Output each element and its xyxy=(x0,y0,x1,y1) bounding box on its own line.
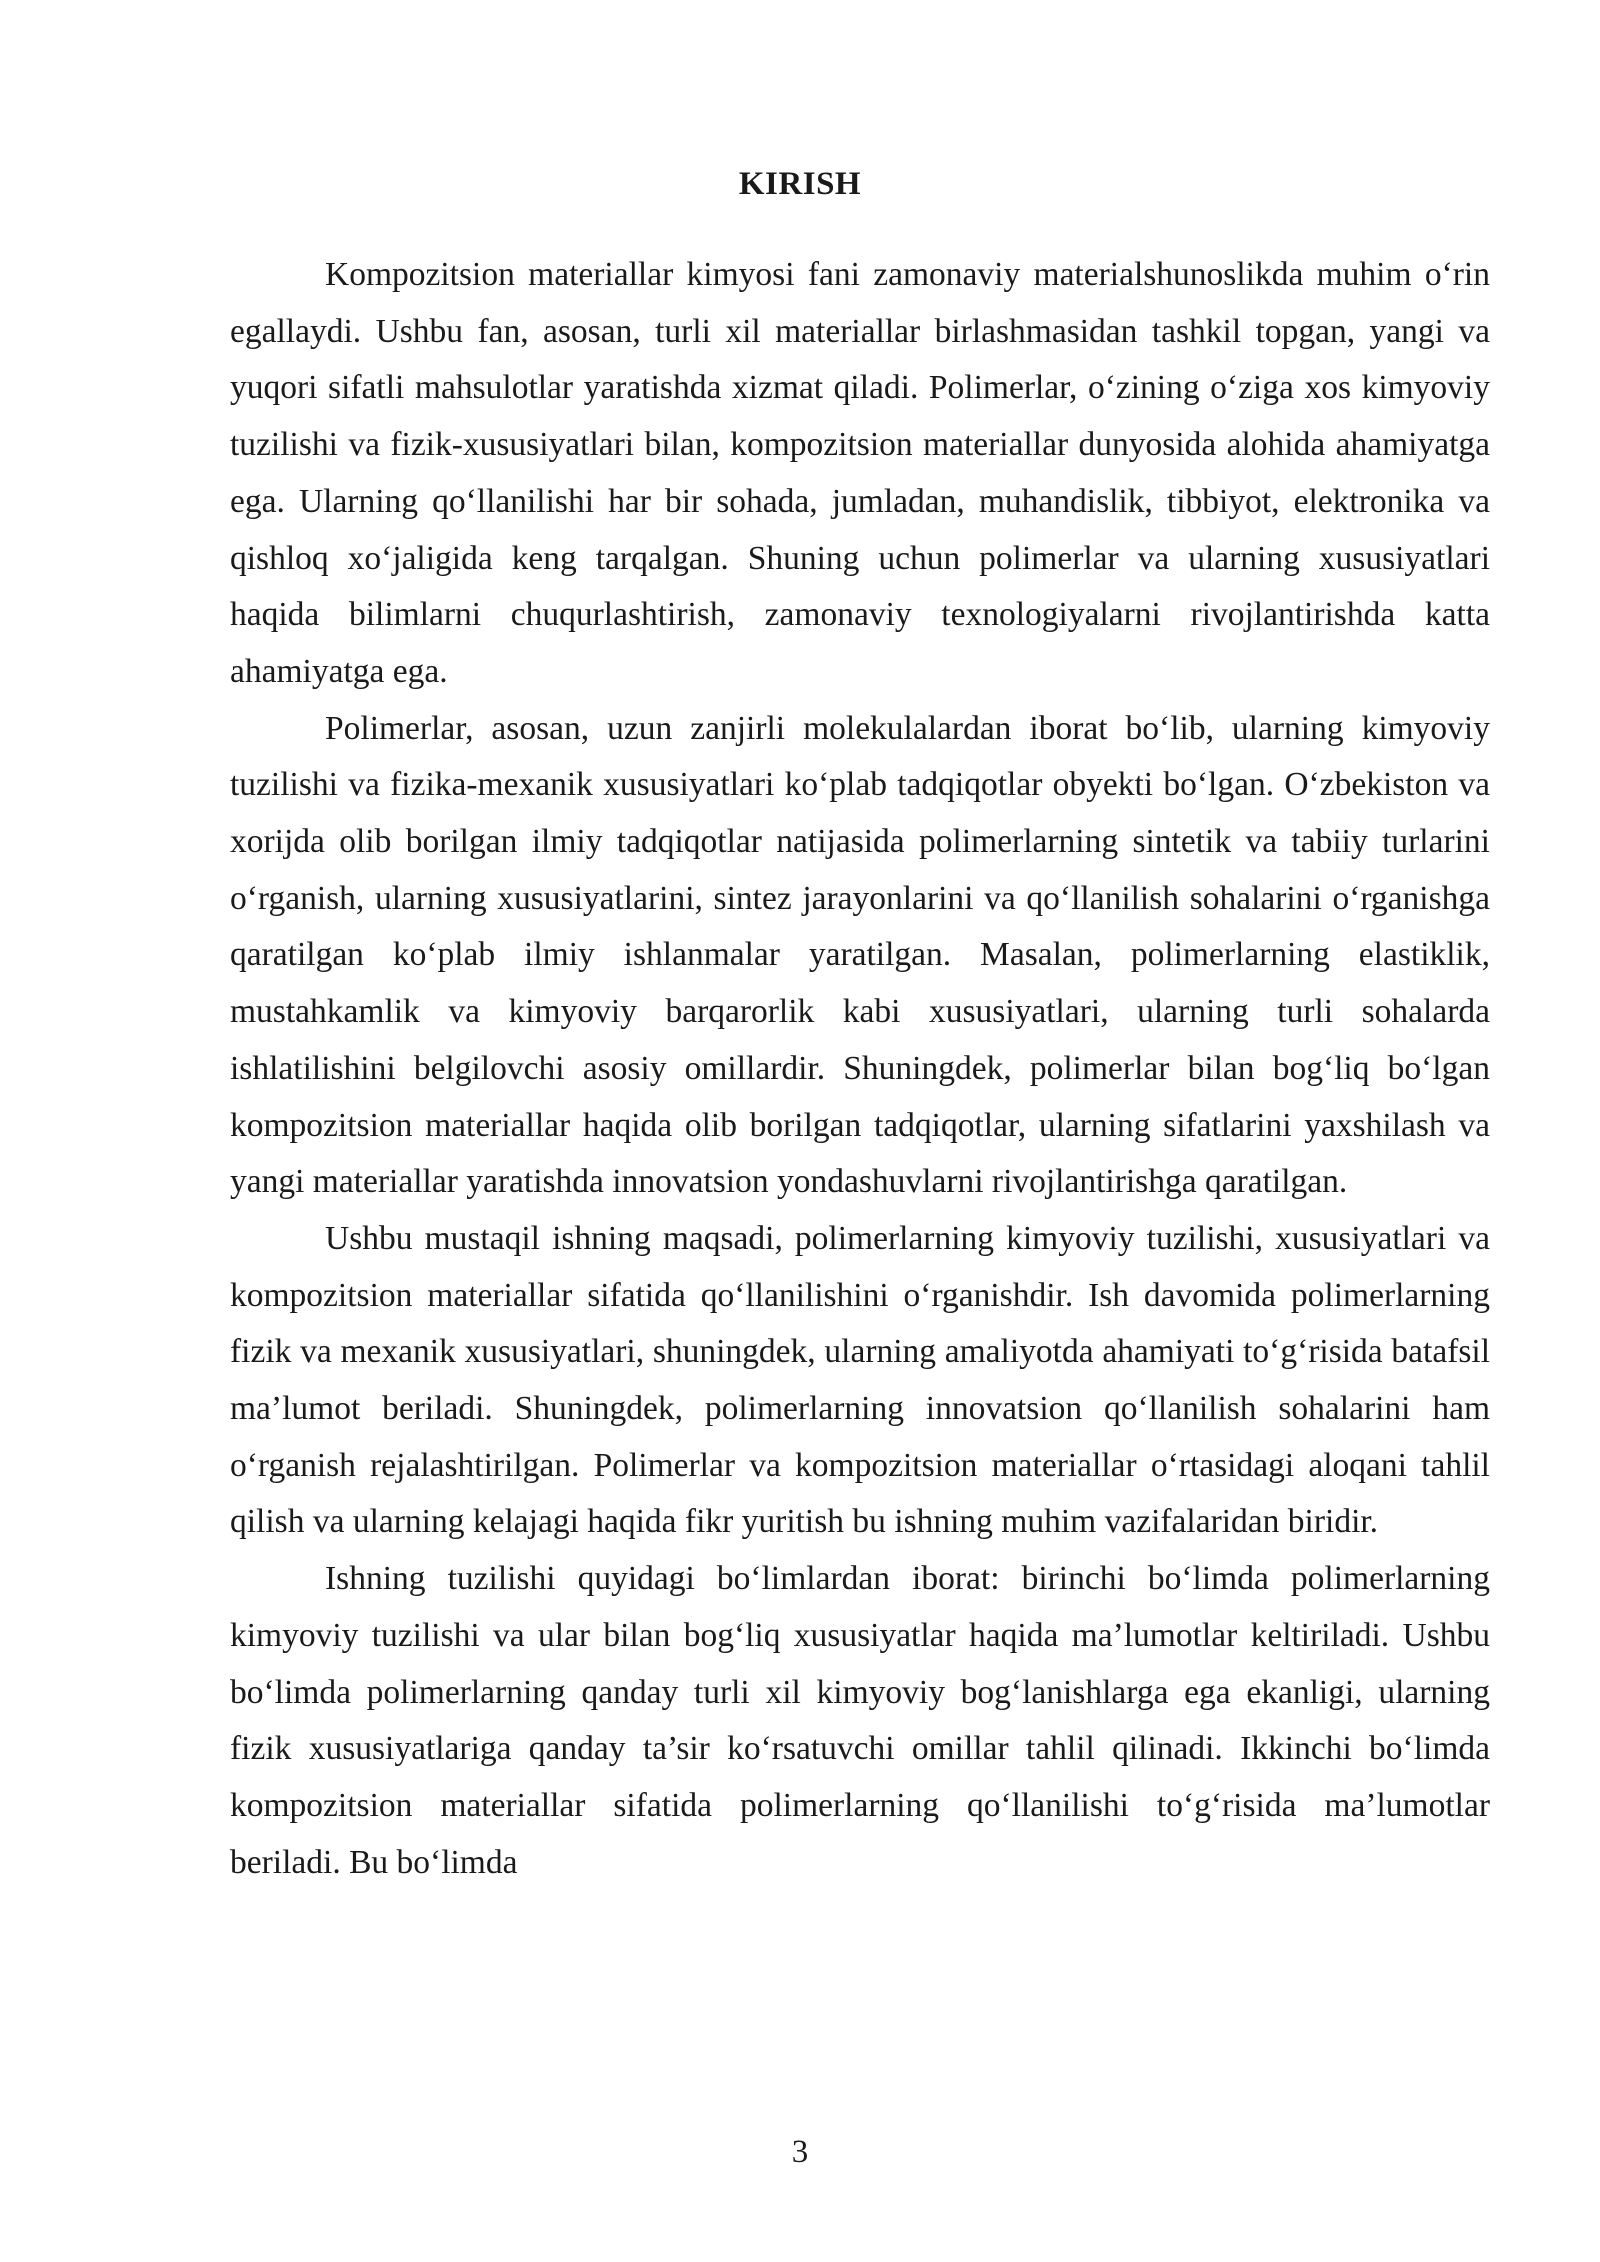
paragraph-2: Polimerlar, asosan, uzun zanjirli molekulalardan iborat bo‘lib, ularning kimyoviy tuzilishi va fizika-mexanik xususiyatlari ko‘plab tadqiqotlar obyekti bo‘lgan. O‘zbekiston va xorijda olib borilgan ilmiy tadqiqotlar natijasida polimerlarning sintetik va tabiiy turlarini o‘rganish, ularning xususiyatlarini, sintez jarayonlarini va qo‘llanilish sohalarini o‘rganishga qaratilgan ko‘plab ilmiy ishlanmalar yaratilgan. Masalan, polimerlarning elastiklik, mustahkamlik va kimyoviy barqarorlik kabi xususiyatlari, ularning turli sohalarda ishlatilishini belgilovchi asosiy omillardir. Shuningdek, polimerlar bilan bog‘liq bo‘lgan kompozitsion materiallar haqida olib borilgan tadqiqotlar, ularning sifatlarini yaxshilash va yangi materiallar yaratishda innovatsion yondashuvlarni rivojlantirishga qaratilgan. xyxy=(230,709,1490,1201)
body-text xyxy=(230,247,1490,1891)
paragraph-4: Ishning tuzilishi quyidagi bo‘limlardan iborat: birinchi bo‘limda polimerlarning kimyoviy tuzilishi va ular bilan bog‘liq xususiyatlar haqida ma’lumotlar keltiriladi. Ushbu bo‘limda polimerlarning qanday turli xil kimyoviy bog‘lanishlarga ega ekanligi, ularning fizik xususiyatlariga qanday ta’sir ko‘rsatuvchi omillar tahlil qilinadi. Ikkinchi bo‘limda kompozitsion materiallar sifatida polimerlarning qo‘llanilishi to‘g‘risida ma’lumotlar beriladi. Bu bo‘limda xyxy=(230,1560,1490,1881)
page-title: KIRISH xyxy=(738,166,862,202)
paragraph-3: Ushbu mustaqil ishning maqsadi, polimerlarning kimyoviy tuzilishi, xususiyatlari va kompozitsion materiallar sifatida qo‘llanilishini o‘rganishdir. Ish davomida polimerlarning fizik va mexanik xususiyatlari, shuningdek, ularning amaliyotda ahamiyati to‘g‘risida batafsil ma’lumot beriladi. Shuningdek, polimerlarning innovatsion qo‘llanilish sohalarini ham o‘rganish rejalashtirilgan. Polimerlar va kompozitsion materiallar o‘rtasidagi aloqani tahlil qilish va ularning kelajagi haqida fikr yuritish bu ishning muhim vazifalaridan biridir. xyxy=(230,1219,1490,1541)
page-number: 3 xyxy=(791,2134,809,2170)
paragraph-1: Kompozitsion materiallar kimyosi fani zamonaviy materialshunoslikda muhim o‘rin egallaydi. Ushbu fan, asosan, turli xil materiallar birlashmasidan tashkil topgan, yangi va yuqori sifatli mahsulotlar yaratishda xizmat qiladi. Polimerlar, o‘zining o‘ziga xos kimyoviy tuzilishi va fizik-xususiyatlari bilan, kompozitsion materiallar dunyosida alohida ahamiyatga ega. Ularning qo‘llanilishi har bir sohada, jumladan, muhandislik, tibbiyot, elektronika va qishloq xo‘jaligida keng tarqalgan. Shuning uchun polimerlar va ularning xususiyatlari haqida bilimlarni chuqurlashtirish, zamonaviy texnologiyalarni rivojlantirishda katta ahamiyatga ega. xyxy=(230,256,1490,690)
